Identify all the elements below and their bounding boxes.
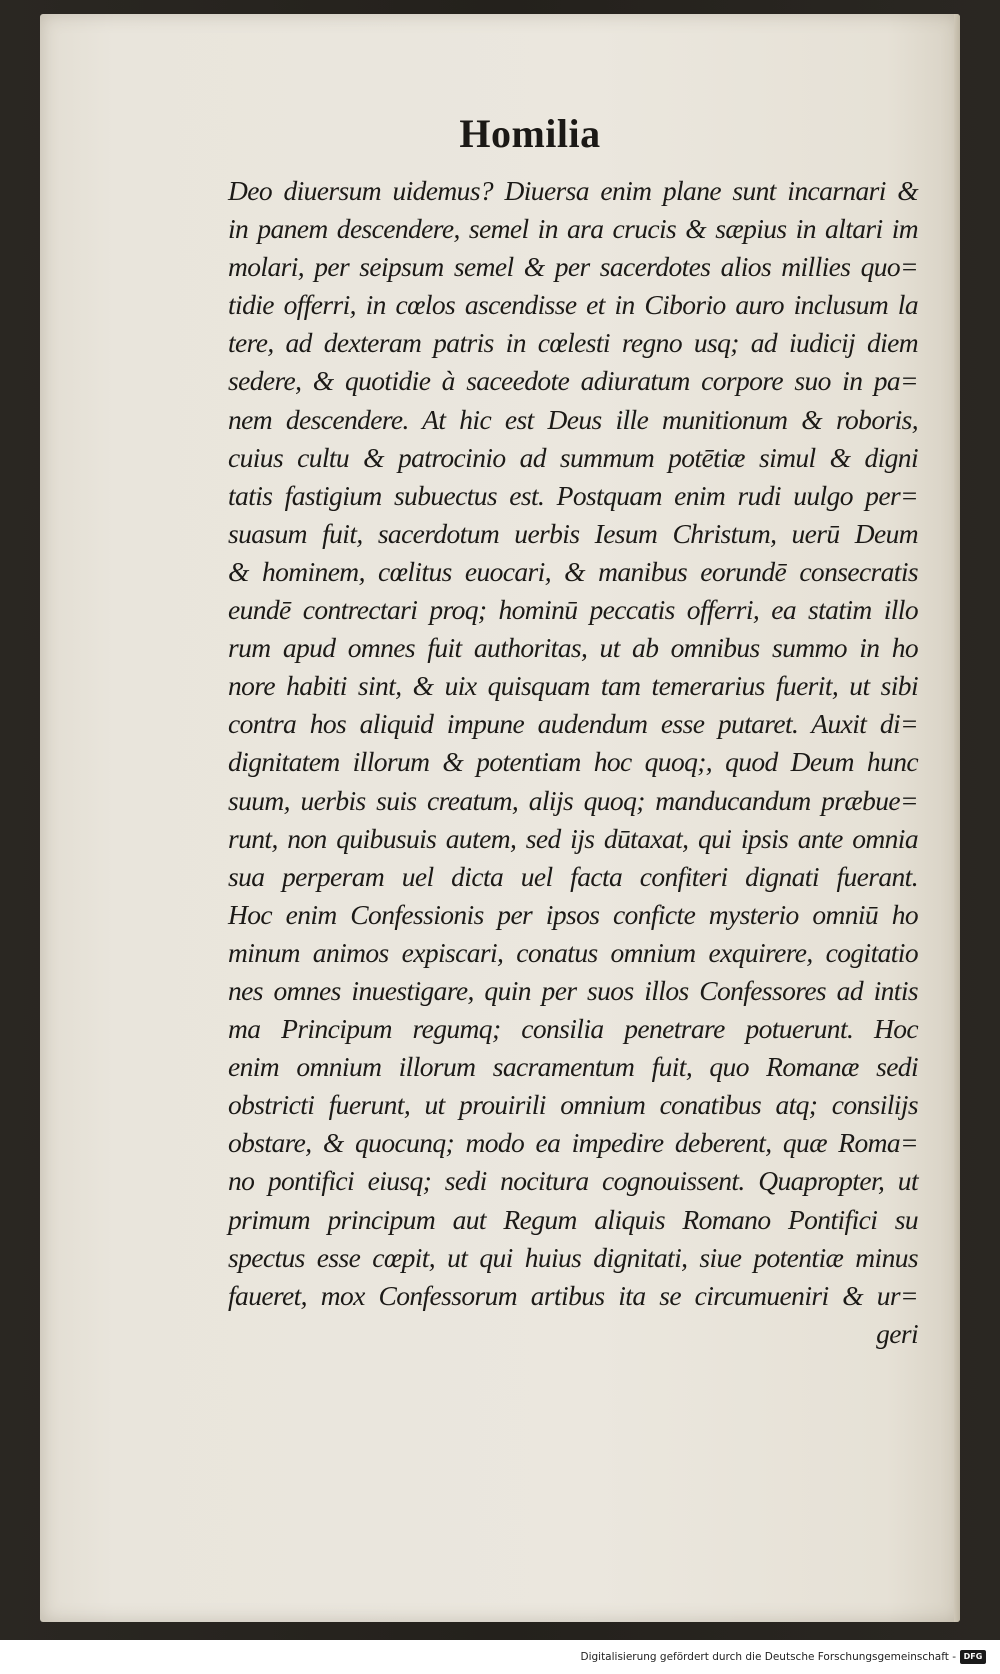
text-line: tidie offerri, in cœlos ascendisse et in Ciborio auro inclusum la bbox=[228, 289, 918, 321]
text-line: rum apud omnes fuit authoritas, ut ab omnibus summo in ho bbox=[228, 632, 918, 664]
body-text bbox=[228, 172, 918, 1353]
text-line: sedere, & quotidie à saceedote adiuratum corpore suo in pa= bbox=[228, 365, 918, 397]
text-line: & hominem, cœlitus euocari, & manibus eorundē consecratis bbox=[228, 555, 918, 587]
text-line: molari, per seipsum semel & per sacerdotes alios millies quo= bbox=[228, 251, 918, 283]
text-line: nes omnes inuestigare, quin per suos illos Confessores ad intis bbox=[228, 974, 918, 1006]
text-line: nem descendere. At hic est Deus ille munitionum & roboris, bbox=[228, 403, 918, 435]
text-line: sua perperam uel dicta uel facta confiteri dignati fuerant. bbox=[228, 860, 918, 892]
text-line: suum, uerbis suis creatum, alijs quoq; manducandum præbue= bbox=[228, 784, 918, 816]
catchword: geri bbox=[876, 1317, 918, 1349]
text-line: primum principum aut Regum aliquis Romano Pontifici su bbox=[228, 1203, 918, 1235]
text-line: enim omnium illorum sacramentum fuit, quo Romanæ sedi bbox=[228, 1051, 918, 1083]
text-line: Deo diuersum uidemus? Diuersa enim plane sunt incarnari & bbox=[228, 175, 918, 206]
text-line: faueret, mox Confessorum artibus ita se circumueniri & ur= bbox=[228, 1279, 918, 1311]
text-line: no pontifici eiusq; sedi nocitura cognouissent. Quapropter, ut bbox=[228, 1165, 918, 1197]
dfg-logo: DFG bbox=[960, 1650, 986, 1664]
text-line: Hoc enim Confessionis per ipsos conficte mysterio omniū ho bbox=[228, 898, 918, 930]
running-head: Homilia bbox=[459, 111, 601, 156]
text-line: eundē contrectari proq; hominū peccatis offerri, ea statim illo bbox=[228, 594, 918, 626]
text-line: dignitatem illorum & potentiam hoc quoq;, quod Deum hunc bbox=[228, 746, 918, 778]
digitization-credit: Digitalisierung gefördert durch die Deutsche Forschungsgemeinschaft - bbox=[580, 1651, 956, 1663]
text-line: cuius cultu & patrocinio ad summum potētiæ simul & digni bbox=[228, 441, 918, 473]
text-line: obstricti fuerunt, ut prouirili omnium conatibus atq; consilijs bbox=[228, 1089, 918, 1121]
text-line: minum animos expiscari, conatus omnium exquirere, cogitatio bbox=[228, 936, 918, 968]
text-line: obstare, & quocunq; modo ea impedire deberent, quæ Roma= bbox=[228, 1127, 918, 1159]
text-line: nore habiti sint, & uix quisquam tam temerarius fuerit, ut sibi bbox=[228, 670, 918, 702]
text-line: spectus esse cœpit, ut qui huius dignitati, siue potentiæ minus bbox=[228, 1241, 918, 1273]
text-line: in panem descendere, semel in ara crucis & sæpius in altari im bbox=[228, 213, 918, 245]
text-line: runt, non quibusuis autem, sed ijs dūtaxat, qui ipsis ante omnia bbox=[228, 822, 918, 854]
text-line: tere, ad dexteram patris in cœlesti regno usq; ad iudicij diem bbox=[228, 327, 918, 359]
text-line: tatis fastigium subuectus est. Postquam enim rudi uulgo per= bbox=[228, 479, 918, 511]
page-edge bbox=[954, 14, 960, 1622]
text-line: contra hos aliquid impune audendum esse putaret. Auxit di= bbox=[228, 708, 918, 740]
text-line: suasum fuit, sacerdotum uerbis Iesum Christum, uerū Deum bbox=[228, 517, 918, 549]
text-line: ma Principum regumq; consilia penetrare potuerunt. Hoc bbox=[228, 1013, 918, 1045]
